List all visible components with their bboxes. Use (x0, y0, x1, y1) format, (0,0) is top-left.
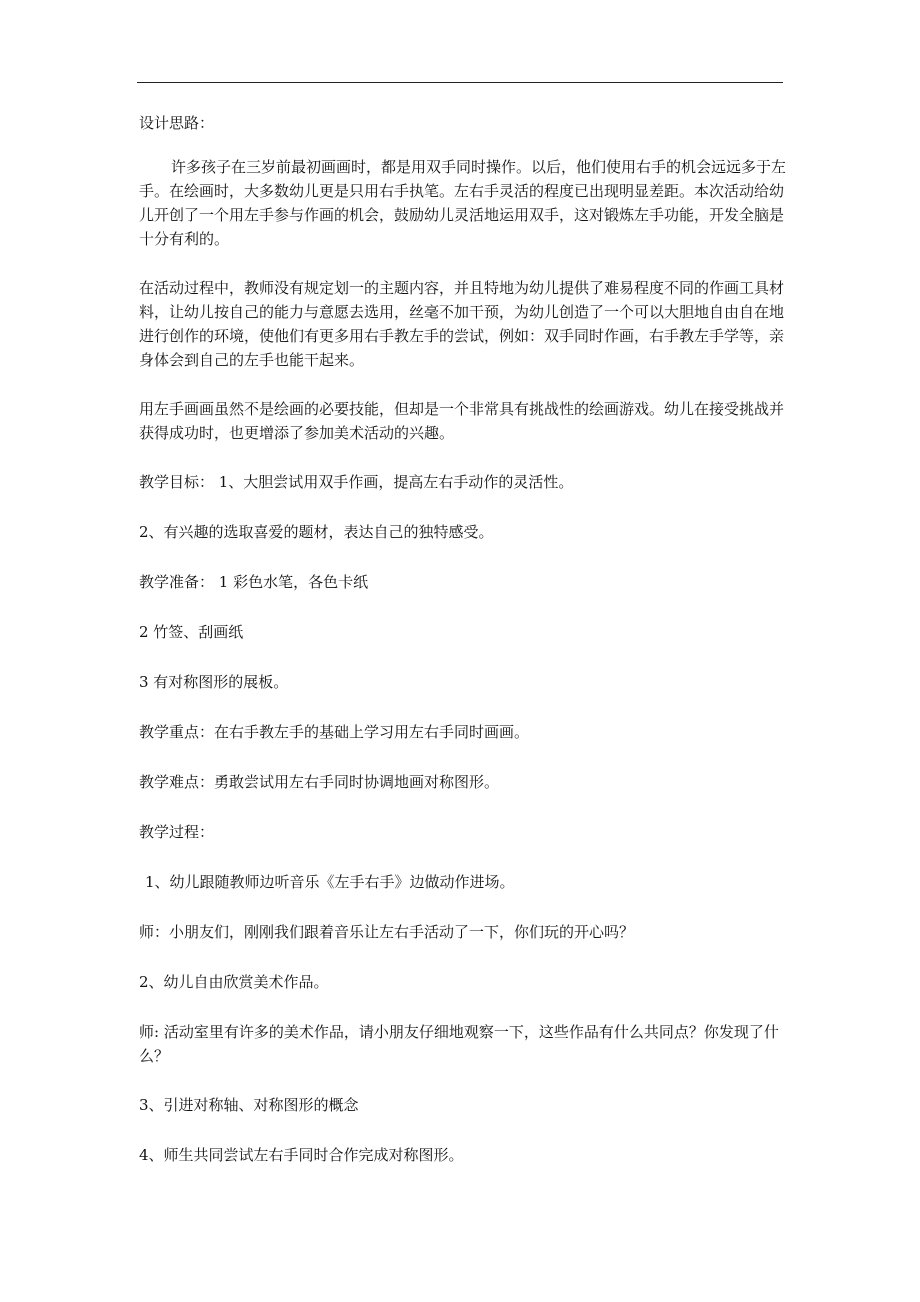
process-step-1: 1、幼儿跟随教师边听音乐《左手右手》边做动作进场。 (145, 873, 515, 891)
process-teacher-line-2: 师: 活动室里有许多的美术作品，请小朋友仔细地观察一下，这些作品有什么共同点？你发现了什么？ (139, 1023, 779, 1065)
header-rule (137, 82, 783, 83)
preparation-item-2: 2 竹签、刮画纸 (139, 623, 244, 641)
process-step-2: 2、幼儿自由欣赏美术作品。 (139, 973, 329, 991)
goal-item-1: 教学目标： 1、大胆尝试用双手作画，提高左右手动作的灵活性。 (139, 473, 574, 491)
preparation-item-1: 教学准备： 1 彩色水笔，各色卡纸 (139, 573, 369, 591)
key-point: 教学重点：在右手教左手的基础上学习用左右手同时画画。 (139, 723, 530, 741)
process-step-3: 3、引进对称轴、对称图形的概念 (139, 1096, 359, 1114)
goal-item-2: 2、有兴趣的选取喜爱的题材，表达自己的独特感受。 (139, 523, 494, 541)
preparation-item-3: 3 有对称图形的展板。 (139, 673, 289, 691)
process-heading: 教学过程： (139, 823, 215, 841)
paragraph-intro: 许多孩子在三岁前最初画画时，都是用双手同时操作。以后，他们使用右手的机会远远多于左手。在绘画时，大多数幼儿更是只用右手执笔。左右手灵活的程度已出现明显差距。本次活动给幼儿开创了一个用左手参与作画的机会，鼓励幼儿灵活地运用双手，这对锻炼左手功能，开发全脑是十分有利的。 (139, 158, 787, 248)
difficulty-point: 教学难点：勇敢尝试用左右手同时协调地画对称图形。 (139, 773, 500, 791)
paragraph-challenge: 用左手画画虽然不是绘画的必要技能，但却是一个非常具有挑战性的绘画游戏。幼儿在接受挑战并获得成功时，也更增添了参加美术活动的兴趣。 (139, 400, 785, 442)
document-body (139, 111, 791, 1167)
paragraph-process: 在活动过程中，教师没有规定划一的主题内容，并且特地为幼儿提供了难易程度不同的作画工具材料，让幼儿按自己的能力与意愿去选用，丝毫不加干预，为幼儿创造了一个可以大胆地自由自在地进行创作的环境，使他们有更多用右手教左手的尝试，例如：双手同时作画，右手教左手学等，亲身体会到自己的左手也能干起来。 (139, 279, 785, 369)
section-heading-design: 设计思路： (139, 114, 215, 132)
process-teacher-line-1: 师：小朋友们，刚刚我们跟着音乐让左右手活动了一下，你们玩的开心吗？ (139, 923, 635, 941)
process-step-4: 4、师生共同尝试左右手同时合作完成对称图形。 (139, 1146, 464, 1164)
